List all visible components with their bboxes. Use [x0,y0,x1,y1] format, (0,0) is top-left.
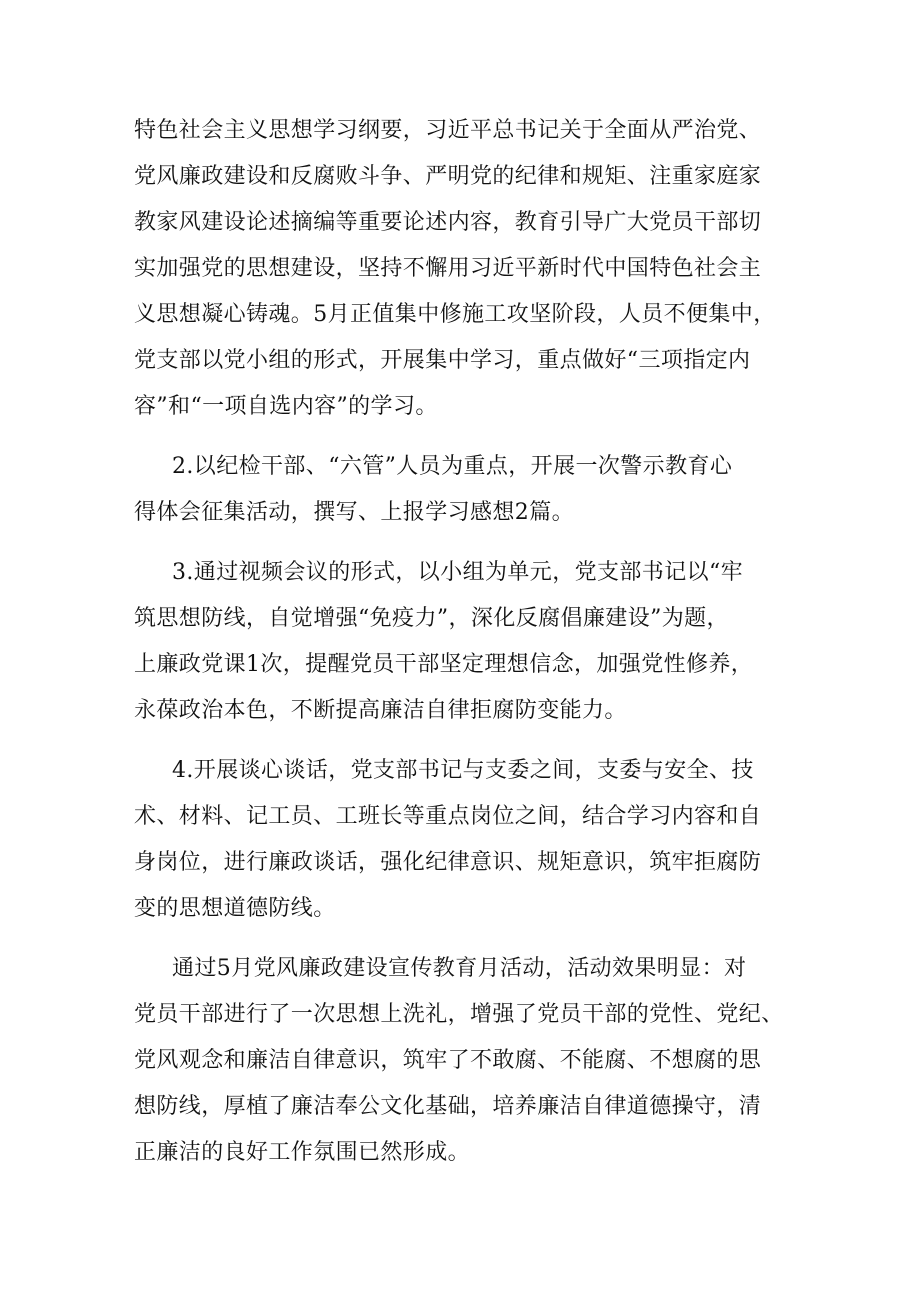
text-line: 筑思想防线，自觉增强“免疫力”，深化反腐倡廉建设”为题， [134,606,729,631]
text-line: 教家风建设论述摘编等重要论述内容，教育引导广大党员干部切 [134,210,762,235]
text-line: 得体会征集活动，撰写、上报学习感想2篇。 [134,500,574,525]
text-line: 特色社会主义思想学习纲要，习近平总书记关于全面从严治党、 [134,118,762,143]
text-line: 党风廉政建设和反腐败斗争、严明党的纪律和规矩、注重家庭家 [134,164,762,189]
text-line: 容”和“一项自选内容”的学习。 [134,394,438,419]
text-line: 通过5月党风廉政建设宣传教育月活动，活动效果明显：对 [172,956,747,981]
text-line: 党风观念和廉洁自律意识，筑牢了不敢腐、不能腐、不想腐的思 [134,1048,762,1073]
text-line: 4.开展谈心谈话，党支部书记与支委之间，支委与安全、技 [172,758,754,783]
text-line: 术、材料、记工员、工班长等重点岗位之间，结合学习内容和自 [134,804,762,829]
text-line: 想防线，厚植了廉洁奉公文化基础，培养廉洁自律道德操守，清 [134,1094,762,1119]
text-line: 实加强党的思想建设，坚持不懈用习近平新时代中国特色社会主 [134,256,762,281]
text-line: 义思想凝心铸魂。5月正值集中修施工攻坚阶段，人员不便集中， [134,302,776,327]
text-line: 身岗位，进行廉政谈话，强化纪律意识、规矩意识，筑牢拒腐防 [134,850,762,875]
text-line: 党员干部进行了一次思想上洗礼，增强了党员干部的党性、党纪、 [134,1002,784,1027]
text-line: 3.通过视频会议的形式，以小组为单元，党支部书记以“牢 [172,560,744,585]
text-line: 变的思想道德防线。 [134,896,336,921]
text-line: 2.以纪检干部、“六管”人员为重点，开展一次警示教育心 [172,454,733,479]
text-line: 永葆政治本色，不断提高廉洁自律拒腐防变能力。 [134,698,627,723]
text-line: 上廉政党课1次，提醒党员干部坚定理想信念，加强党性修养， [134,652,754,677]
text-line: 党支部以党小组的形式，开展集中学习，重点做好“三项指定内 [134,348,751,373]
text-line: 正廉洁的良好工作氛围已然形成。 [134,1140,471,1165]
